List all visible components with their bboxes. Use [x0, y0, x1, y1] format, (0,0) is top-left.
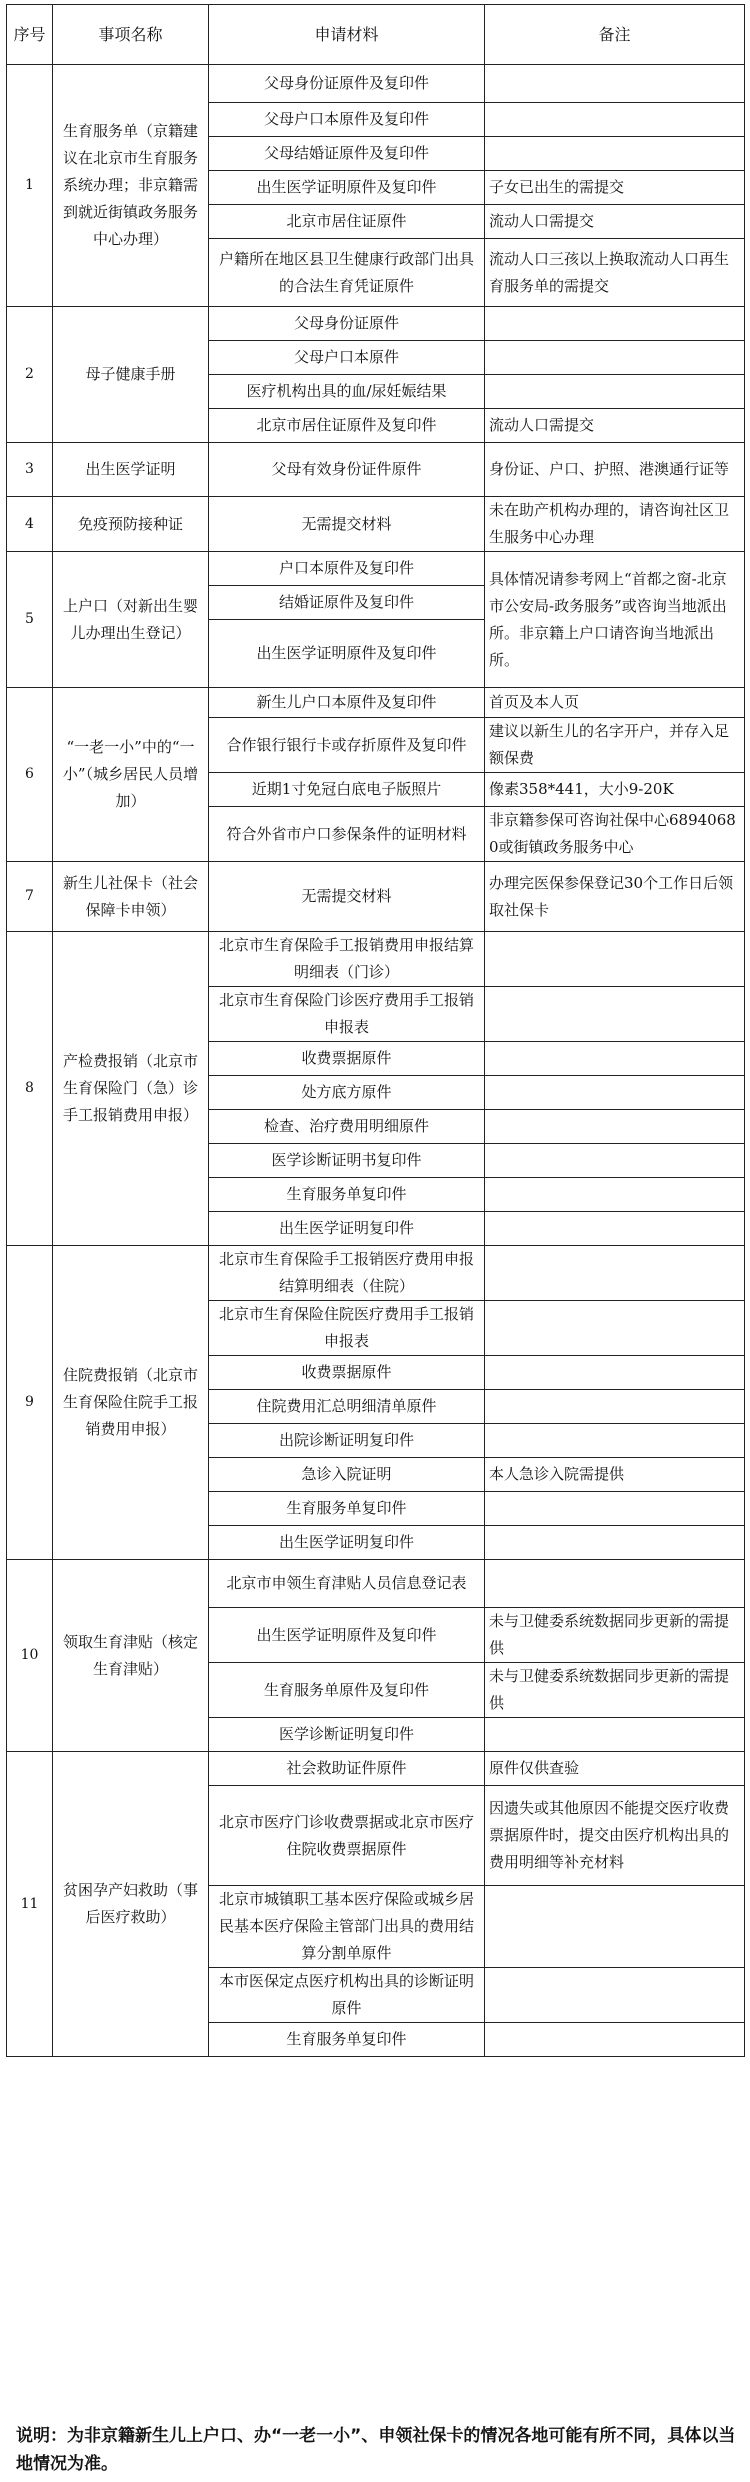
material-cell: 父母结婚证原件及复印件 [209, 137, 485, 171]
material-cell: 检查、治疗费用明细原件 [209, 1110, 485, 1144]
remark-cell [485, 1492, 745, 1526]
remark-cell: 办理完医保参保登记30个工作日后领取社保卡 [485, 862, 745, 932]
remark-cell [485, 1390, 745, 1424]
material-cell: 北京市生育保险手工报销医疗费用申报结算明细表（住院） [209, 1246, 485, 1301]
table-row [7, 1752, 745, 1786]
remark-cell [485, 1356, 745, 1390]
header-name: 事项名称 [53, 5, 209, 65]
item-name: 出生医学证明 [53, 443, 209, 497]
material-cell: 北京市申领生育津贴人员信息登记表 [209, 1560, 485, 1608]
table-row [7, 862, 745, 932]
material-cell: 出生医学证明原件及复印件 [209, 171, 485, 205]
table-row [7, 688, 745, 718]
item-number: 7 [7, 862, 53, 932]
remark-cell [485, 1212, 745, 1246]
material-cell: 北京市生育保险手工报销费用申报结算明细表（门诊） [209, 932, 485, 987]
table-row [7, 65, 745, 103]
material-cell: 父母户口本原件及复印件 [209, 103, 485, 137]
remark-cell [485, 65, 745, 103]
remark-cell [485, 2023, 745, 2057]
item-number: 9 [7, 1246, 53, 1560]
material-cell: 生育服务单原件及复印件 [209, 1663, 485, 1718]
table-body [7, 65, 745, 2057]
material-cell: 社会救助证件原件 [209, 1752, 485, 1786]
remark-cell [485, 1301, 745, 1356]
remark-cell [485, 1526, 745, 1560]
item-number: 10 [7, 1560, 53, 1752]
item-name: 上户口（对新出生婴儿办理出生登记） [53, 552, 209, 688]
material-cell: 北京市城镇职工基本医疗保险或城乡居民基本医疗保险主管部门出具的费用结算分割单原件 [209, 1886, 485, 1968]
item-number: 5 [7, 552, 53, 688]
remark-cell: 流动人口需提交 [485, 205, 745, 239]
material-cell: 北京市居住证原件 [209, 205, 485, 239]
footnote: 说明：为非京籍新生儿上户口、办“一老一小”、申领社保卡的情况各地可能有所不同，具体以当地情况为准。 [16, 2426, 736, 2474]
material-cell: 收费票据原件 [209, 1042, 485, 1076]
material-cell: 结婚证原件及复印件 [209, 586, 485, 620]
material-cell: 北京市生育保险住院医疗费用手工报销申报表 [209, 1301, 485, 1356]
remark-cell: 流动人口三孩以上换取流动人口再生育服务单的需提交 [485, 239, 745, 307]
material-cell: 父母身份证原件及复印件 [209, 65, 485, 103]
item-number: 8 [7, 932, 53, 1246]
remark-cell [485, 1424, 745, 1458]
remark-cell [485, 103, 745, 137]
remark-cell [485, 1042, 745, 1076]
remark-cell [485, 375, 745, 409]
material-cell: 出生医学证明复印件 [209, 1212, 485, 1246]
remark-cell: 具体情况请参考网上“首都之窗-北京市公安局-政务服务”或咨询当地派出所。非京籍上户口请咨询当地派出所。 [485, 552, 745, 688]
table-row [7, 307, 745, 341]
remark-cell [485, 1246, 745, 1301]
item-number: 3 [7, 443, 53, 497]
remark-cell: 身份证、户口、护照、港澳通行证等 [485, 443, 745, 497]
item-name: 生育服务单（京籍建议在北京市生育服务系统办理；非京籍需到就近街镇政务服务中心办理） [53, 65, 209, 307]
table-row [7, 932, 745, 987]
remark-cell: 本人急诊入院需提供 [485, 1458, 745, 1492]
material-cell: 生育服务单复印件 [209, 2023, 485, 2057]
header-row [7, 5, 745, 65]
item-number: 4 [7, 497, 53, 552]
material-cell: 医疗机构出具的血/尿妊娠结果 [209, 375, 485, 409]
material-cell: 北京市居住证原件及复印件 [209, 409, 485, 443]
remark-cell [485, 341, 745, 375]
item-name: 产检费报销（北京市生育保险门（急）诊手工报销费用申报） [53, 932, 209, 1246]
remark-cell [485, 932, 745, 987]
material-cell: 北京市生育保险门诊医疗费用手工报销申报表 [209, 987, 485, 1042]
material-cell: 新生儿户口本原件及复印件 [209, 688, 485, 718]
material-cell: 急诊入院证明 [209, 1458, 485, 1492]
material-cell: 无需提交材料 [209, 862, 485, 932]
item-name: 母子健康手册 [53, 307, 209, 443]
item-name: 免疫预防接种证 [53, 497, 209, 552]
material-cell: 处方底方原件 [209, 1076, 485, 1110]
table-row [7, 552, 745, 586]
material-cell: 出生医学证明复印件 [209, 1526, 485, 1560]
remark-cell [485, 1718, 745, 1752]
remark-cell [485, 1560, 745, 1608]
table-row [7, 1560, 745, 1608]
remark-cell [485, 1968, 745, 2023]
material-cell: 父母有效身份证件原件 [209, 443, 485, 497]
material-cell: 北京市医疗门诊收费票据或北京市医疗住院收费票据原件 [209, 1786, 485, 1886]
remark-cell: 未与卫健委系统数据同步更新的需提供 [485, 1663, 745, 1718]
header-remarks: 备注 [485, 5, 745, 65]
material-cell: 合作银行银行卡或存折原件及复印件 [209, 718, 485, 773]
material-cell: 出生医学证明原件及复印件 [209, 1608, 485, 1663]
table-row [7, 497, 745, 552]
item-number: 2 [7, 307, 53, 443]
item-number: 6 [7, 688, 53, 862]
table-row [7, 1246, 745, 1301]
item-name: 领取生育津贴（核定生育津贴） [53, 1560, 209, 1752]
remark-cell: 未在助产机构办理的，请咨询社区卫生服务中心办理 [485, 497, 745, 552]
material-cell: 父母户口本原件 [209, 341, 485, 375]
remark-cell [485, 137, 745, 171]
item-name: 贫困孕产妇救助（事后医疗救助） [53, 1752, 209, 2057]
remark-cell [485, 307, 745, 341]
material-cell: 户口本原件及复印件 [209, 552, 485, 586]
material-cell: 出生医学证明原件及复印件 [209, 620, 485, 688]
item-name: “一老一小”中的“一小”（城乡居民人员增加） [53, 688, 209, 862]
material-cell: 生育服务单复印件 [209, 1492, 485, 1526]
material-cell: 父母身份证原件 [209, 307, 485, 341]
material-cell: 医学诊断证明书复印件 [209, 1144, 485, 1178]
remark-cell [485, 1886, 745, 1968]
material-cell: 符合外省市户口参保条件的证明材料 [209, 807, 485, 862]
material-cell: 近期1寸免冠白底电子版照片 [209, 773, 485, 807]
material-cell: 收费票据原件 [209, 1356, 485, 1390]
table-row [7, 443, 745, 497]
remark-cell: 流动人口需提交 [485, 409, 745, 443]
materials-table [6, 4, 745, 2057]
item-name: 新生儿社保卡（社会保障卡申领） [53, 862, 209, 932]
material-cell: 无需提交材料 [209, 497, 485, 552]
remark-cell: 子女已出生的需提交 [485, 171, 745, 205]
remark-cell: 因遗失或其他原因不能提交医疗收费票据原件时，提交由医疗机构出具的费用明细等补充材料 [485, 1786, 745, 1886]
material-cell: 医学诊断证明复印件 [209, 1718, 485, 1752]
remark-cell: 建议以新生儿的名字开户，并存入足额保费 [485, 718, 745, 773]
remark-cell: 未与卫健委系统数据同步更新的需提供 [485, 1608, 745, 1663]
remark-cell [485, 1178, 745, 1212]
remark-cell: 非京籍参保可咨询社保中心68940680或街镇政务服务中心 [485, 807, 745, 862]
item-number: 1 [7, 65, 53, 307]
material-cell: 户籍所在地区县卫生健康行政部门出具的合法生育凭证原件 [209, 239, 485, 307]
item-number: 11 [7, 1752, 53, 2057]
header-materials: 申请材料 [209, 5, 485, 65]
remark-cell: 原件仅供查验 [485, 1752, 745, 1786]
header-no: 序号 [7, 5, 53, 65]
material-cell: 本市医保定点医疗机构出具的诊断证明原件 [209, 1968, 485, 2023]
remark-cell [485, 987, 745, 1042]
remark-cell: 像素358*441，大小9-20K [485, 773, 745, 807]
material-cell: 住院费用汇总明细清单原件 [209, 1390, 485, 1424]
remark-cell [485, 1076, 745, 1110]
material-cell: 出院诊断证明复印件 [209, 1424, 485, 1458]
remark-cell [485, 1144, 745, 1178]
remark-cell [485, 1110, 745, 1144]
remark-cell: 首页及本人页 [485, 688, 745, 718]
material-cell: 生育服务单复印件 [209, 1178, 485, 1212]
item-name: 住院费报销（北京市生育保险住院手工报销费用申报） [53, 1246, 209, 1560]
